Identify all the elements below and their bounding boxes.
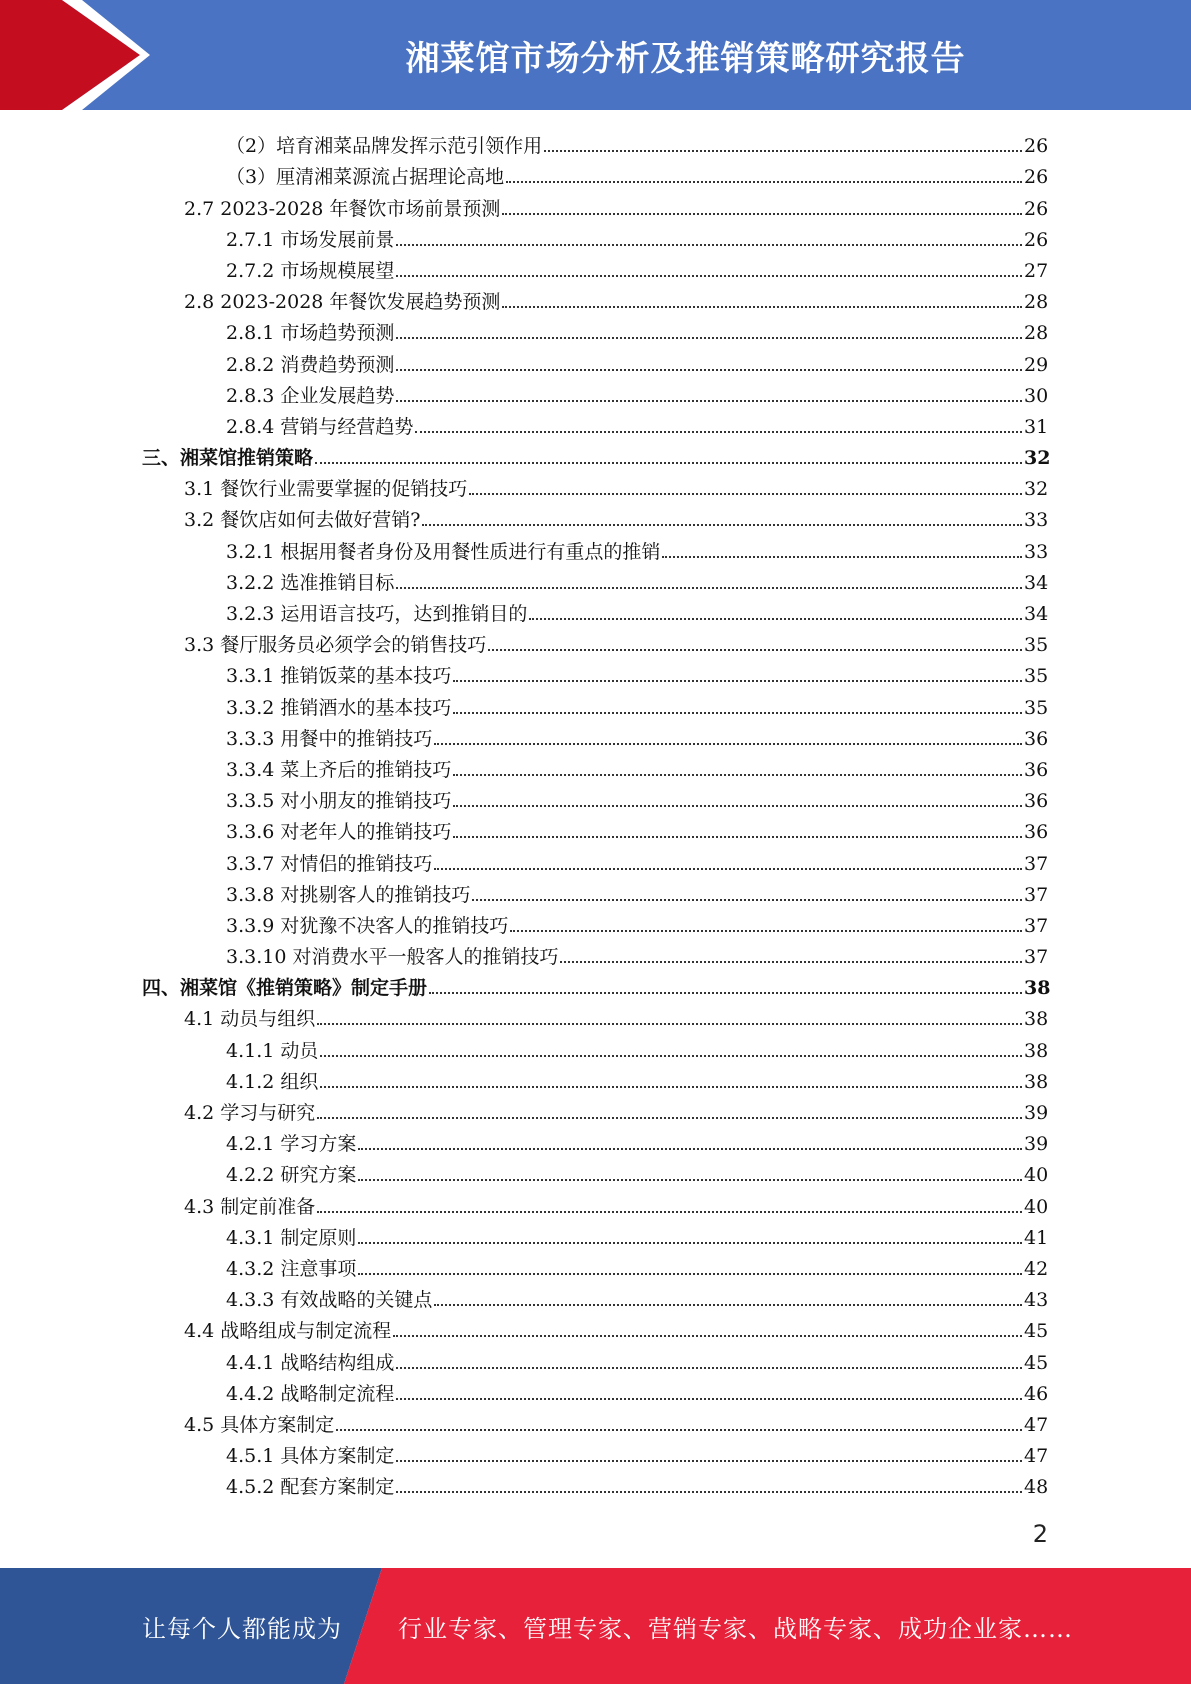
toc-entry[interactable] <box>142 969 1051 1000</box>
toc-entry-label: 3.3.10 对消费水平一般客人的推销技巧 <box>226 946 559 969</box>
toc-entry[interactable] <box>226 1250 1048 1281</box>
toc-entry[interactable] <box>184 501 1048 532</box>
toc-leader-dots <box>560 961 1022 963</box>
toc-entry-page: 40 <box>1024 1164 1049 1187</box>
toc-entry-page: 30 <box>1024 384 1049 407</box>
toc-entry-page: 38 <box>1024 977 1051 1000</box>
toc-entry-page: 46 <box>1024 1382 1049 1405</box>
toc-entry-page: 32 <box>1024 447 1051 470</box>
toc-entry[interactable] <box>226 158 1048 189</box>
toc-entry[interactable] <box>226 1343 1048 1374</box>
toc-entry-page: 35 <box>1024 665 1049 688</box>
toc-entry[interactable] <box>226 1125 1048 1156</box>
toc-entry-label: 四、湘菜馆《推销策略》制定手册 <box>142 977 428 1000</box>
toc-leader-dots <box>358 1242 1022 1244</box>
toc-entry-label: 3.1 餐饮行业需要掌握的促销技巧 <box>184 478 468 501</box>
toc-entry-label: 3.3.9 对犹豫不决客人的推销技巧 <box>226 914 509 937</box>
toc-leader-dots <box>358 1148 1022 1150</box>
page-number: 2 <box>1032 1520 1048 1548</box>
toc-entry-page: 35 <box>1024 634 1049 657</box>
header-arrow-graphic <box>0 0 200 110</box>
toc-entry[interactable] <box>226 1156 1048 1187</box>
toc-leader-dots <box>453 774 1022 776</box>
toc-entry-page: 26 <box>1024 135 1049 158</box>
toc-entry-page: 41 <box>1024 1226 1049 1249</box>
toc-entry-label: 4.2.1 学习方案 <box>226 1133 357 1156</box>
table-of-contents <box>0 127 1191 1499</box>
toc-leader-dots <box>317 1117 1022 1119</box>
toc-entry-page: 32 <box>1024 478 1049 501</box>
toc-leader-dots <box>434 868 1022 870</box>
toc-leader-dots <box>396 337 1022 339</box>
toc-entry-page: 26 <box>1024 166 1049 189</box>
toc-leader-dots <box>453 680 1022 682</box>
toc-entry-label: 2.8.3 企业发展趋势 <box>226 384 395 407</box>
toc-entry[interactable] <box>184 1187 1048 1218</box>
toc-leader-dots <box>469 493 1022 495</box>
toc-leader-dots <box>434 1304 1022 1306</box>
toc-entry-page: 29 <box>1024 353 1049 376</box>
toc-entry[interactable] <box>184 626 1048 657</box>
toc-leader-dots <box>544 150 1022 152</box>
toc-entry-page: 37 <box>1024 852 1049 875</box>
toc-leader-dots <box>396 587 1022 589</box>
toc-entry-label: 2.7 2023-2028 年餐饮市场前景预测 <box>184 197 501 220</box>
footer-slogan-left: 让每个人都能成为 <box>142 1614 342 1643</box>
toc-entry-label: 4.1.1 动员 <box>226 1039 319 1062</box>
toc-entry[interactable] <box>184 1406 1048 1437</box>
toc-entry-label: 4.5 具体方案制定 <box>184 1413 335 1436</box>
toc-entry[interactable] <box>226 127 1048 158</box>
toc-entry-label: 4.4.2 战略制定流程 <box>226 1382 395 1405</box>
toc-leader-dots <box>510 930 1022 932</box>
toc-entry-page: 38 <box>1024 1039 1049 1062</box>
toc-entry-label: 3.3 餐厅服务员必须学会的销售技巧 <box>184 634 487 657</box>
toc-entry-page: 33 <box>1024 509 1049 532</box>
toc-entry[interactable] <box>226 688 1048 719</box>
toc-leader-dots <box>472 899 1022 901</box>
toc-entry-page: 40 <box>1024 1195 1049 1218</box>
page-header <box>0 0 1191 110</box>
toc-entry-label: 3.3.3 用餐中的推销技巧 <box>226 727 433 750</box>
toc-entry-label: 2.7.2 市场规模展望 <box>226 259 395 282</box>
toc-entry[interactable] <box>226 813 1048 844</box>
toc-entry[interactable] <box>226 377 1048 408</box>
toc-entry-label: 3.2 餐饮店如何去做好营销? <box>184 509 421 532</box>
toc-leader-dots <box>422 524 1022 526</box>
toc-leader-dots <box>529 618 1022 620</box>
toc-leader-dots <box>502 306 1022 308</box>
toc-entry-label: 3.2.1 根据用餐者身份及用餐性质进行有重点的推销 <box>226 540 661 563</box>
toc-entry[interactable] <box>226 1281 1048 1312</box>
toc-entry-label: 4.4 战略组成与制定流程 <box>184 1320 392 1343</box>
toc-entry-page: 28 <box>1024 322 1049 345</box>
toc-entry-page: 43 <box>1024 1289 1049 1312</box>
toc-entry-label: 4.5.1 具体方案制定 <box>226 1445 395 1468</box>
toc-leader-dots <box>506 181 1022 183</box>
toc-leader-dots <box>453 836 1022 838</box>
toc-leader-dots <box>317 1023 1022 1025</box>
toc-leader-dots <box>396 1398 1022 1400</box>
toc-leader-dots <box>488 649 1022 651</box>
toc-leader-dots <box>453 712 1022 714</box>
toc-entry[interactable] <box>184 189 1048 220</box>
toc-entry-label: 4.3.2 注意事项 <box>226 1257 357 1280</box>
toc-entry[interactable] <box>226 221 1048 252</box>
toc-leader-dots <box>396 1367 1022 1369</box>
toc-entry-page: 36 <box>1024 758 1049 781</box>
toc-entry[interactable] <box>184 1312 1048 1343</box>
toc-entry-page: 34 <box>1024 603 1049 625</box>
toc-entry-page: 26 <box>1024 197 1049 220</box>
toc-entry-page: 39 <box>1024 1102 1049 1124</box>
toc-entry-page: 36 <box>1024 790 1049 813</box>
toc-leader-dots <box>453 805 1022 807</box>
toc-entry-page: 27 <box>1024 259 1049 282</box>
toc-entry-page: 45 <box>1024 1320 1049 1343</box>
toc-entry-page: 33 <box>1024 540 1049 563</box>
toc-entry[interactable] <box>226 876 1048 907</box>
toc-entry-page: 37 <box>1024 883 1049 906</box>
toc-entry[interactable] <box>226 408 1048 439</box>
toc-entry[interactable] <box>226 595 1048 626</box>
toc-entry[interactable] <box>226 1031 1048 1062</box>
footer-slogan-right: 行业专家、管理专家、营销专家、战略专家、成功企业家…… <box>398 1614 1073 1643</box>
toc-entry-page: 37 <box>1024 914 1049 937</box>
toc-entry-label: （3）厘清湘菜源流占据理论高地 <box>226 166 505 189</box>
toc-entry-label: 4.4.1 战略结构组成 <box>226 1351 395 1374</box>
toc-entry[interactable] <box>226 782 1048 813</box>
toc-entry-label: 3.2.2 选准推销目标 <box>226 571 395 594</box>
toc-entry[interactable] <box>226 1437 1048 1468</box>
toc-entry[interactable] <box>226 252 1048 283</box>
toc-leader-dots <box>393 1335 1022 1337</box>
toc-entry[interactable] <box>142 439 1051 470</box>
toc-entry-label: 3.3.6 对老年人的推销技巧 <box>226 821 452 844</box>
toc-leader-dots <box>396 244 1022 246</box>
toc-entry-label: 4.1.2 组织 <box>226 1070 319 1093</box>
toc-entry-label: 3.3.4 菜上齐后的推销技巧 <box>226 758 452 781</box>
toc-entry-page: 36 <box>1024 821 1049 844</box>
toc-leader-dots <box>415 431 1022 433</box>
toc-leader-dots <box>396 400 1022 402</box>
toc-leader-dots <box>662 556 1022 558</box>
toc-entry-label: 3.3.5 对小朋友的推销技巧 <box>226 790 452 813</box>
toc-entry-page: 47 <box>1024 1445 1049 1468</box>
toc-entry[interactable] <box>226 314 1048 345</box>
toc-entry-label: 4.3 制定前准备 <box>184 1195 316 1218</box>
toc-leader-dots <box>358 1179 1022 1181</box>
toc-entry[interactable] <box>184 1094 1048 1125</box>
toc-leader-dots <box>336 1429 1022 1431</box>
toc-entry[interactable] <box>226 938 1048 969</box>
toc-entry[interactable] <box>226 1219 1048 1250</box>
toc-entry-page: 47 <box>1024 1413 1049 1436</box>
toc-entry-label: 2.8.4 营销与经营趋势 <box>226 415 414 438</box>
toc-entry[interactable] <box>226 1063 1048 1094</box>
toc-entry-page: 26 <box>1024 228 1049 251</box>
toc-entry[interactable] <box>226 720 1048 751</box>
toc-entry[interactable] <box>226 345 1048 376</box>
toc-entry[interactable] <box>226 844 1048 875</box>
toc-entry[interactable] <box>226 751 1048 782</box>
report-title: 湘菜馆市场分析及推销策略研究报告 <box>405 38 966 79</box>
toc-entry-label: 3.3.8 对挑剔客人的推销技巧 <box>226 883 471 906</box>
toc-entry-label: 4.2.2 研究方案 <box>226 1164 357 1187</box>
toc-leader-dots <box>396 1491 1022 1493</box>
toc-entry[interactable] <box>226 1468 1048 1499</box>
toc-entry-label: 4.3.1 制定原则 <box>226 1226 357 1249</box>
toc-entry-page: 39 <box>1024 1133 1049 1156</box>
toc-entry-label: 4.3.3 有效战略的关键点 <box>226 1289 433 1312</box>
toc-entry[interactable] <box>226 564 1048 595</box>
toc-entry-page: 31 <box>1024 415 1049 438</box>
toc-entry[interactable] <box>226 657 1048 688</box>
toc-entry-page: 38 <box>1024 1008 1049 1031</box>
toc-leader-dots <box>320 1055 1022 1057</box>
toc-entry[interactable] <box>184 283 1048 314</box>
toc-leader-dots <box>396 275 1022 277</box>
toc-entry-label: 2.8 2023-2028 年餐饮发展趋势预测 <box>184 291 501 314</box>
toc-entry-page: 45 <box>1024 1351 1049 1374</box>
toc-entry[interactable] <box>226 1375 1048 1406</box>
toc-entry-page: 42 <box>1024 1257 1049 1280</box>
toc-entry-label: 4.1 动员与组织 <box>184 1008 316 1031</box>
toc-entry[interactable] <box>226 907 1048 938</box>
toc-entry-page: 34 <box>1024 571 1049 594</box>
toc-leader-dots <box>429 992 1022 994</box>
toc-entry[interactable] <box>226 532 1048 563</box>
toc-entry-label: 三、湘菜馆推销策略 <box>142 447 314 470</box>
toc-leader-dots <box>317 1211 1022 1213</box>
toc-entry-label: 2.7.1 市场发展前景 <box>226 228 395 251</box>
toc-entry-page: 38 <box>1024 1070 1049 1093</box>
toc-entry-label: （2）培育湘菜品牌发挥示范引领作用 <box>226 135 543 158</box>
page-footer <box>0 1568 1191 1684</box>
toc-entry-page: 35 <box>1024 696 1049 719</box>
toc-leader-dots <box>396 369 1022 371</box>
toc-entry-page: 28 <box>1024 291 1049 314</box>
toc-entry-label: 3.3.1 推销饭菜的基本技巧 <box>226 665 452 688</box>
toc-entry-label: 2.8.2 消费趋势预测 <box>226 353 395 376</box>
toc-leader-dots <box>320 1086 1022 1088</box>
toc-leader-dots <box>315 462 1022 464</box>
toc-leader-dots <box>358 1273 1022 1275</box>
toc-entry-label: 3.3.2 推销酒水的基本技巧 <box>226 696 452 719</box>
toc-entry-label: 3.2.3 运用语言技巧，达到推销目的 <box>226 603 528 625</box>
toc-entry-label: 3.3.7 对情侣的推销技巧 <box>226 852 433 875</box>
toc-leader-dots <box>434 743 1022 745</box>
toc-entry[interactable] <box>184 1000 1048 1031</box>
toc-leader-dots <box>396 1460 1022 1462</box>
toc-entry-page: 37 <box>1024 946 1049 969</box>
toc-entry-page: 48 <box>1024 1476 1049 1499</box>
toc-entry-label: 4.2 学习与研究 <box>184 1102 316 1124</box>
toc-entry[interactable] <box>184 470 1048 501</box>
toc-entry-label: 4.5.2 配套方案制定 <box>226 1476 395 1499</box>
toc-entry-page: 36 <box>1024 727 1049 750</box>
toc-leader-dots <box>502 213 1022 215</box>
toc-entry-label: 2.8.1 市场趋势预测 <box>226 322 395 345</box>
